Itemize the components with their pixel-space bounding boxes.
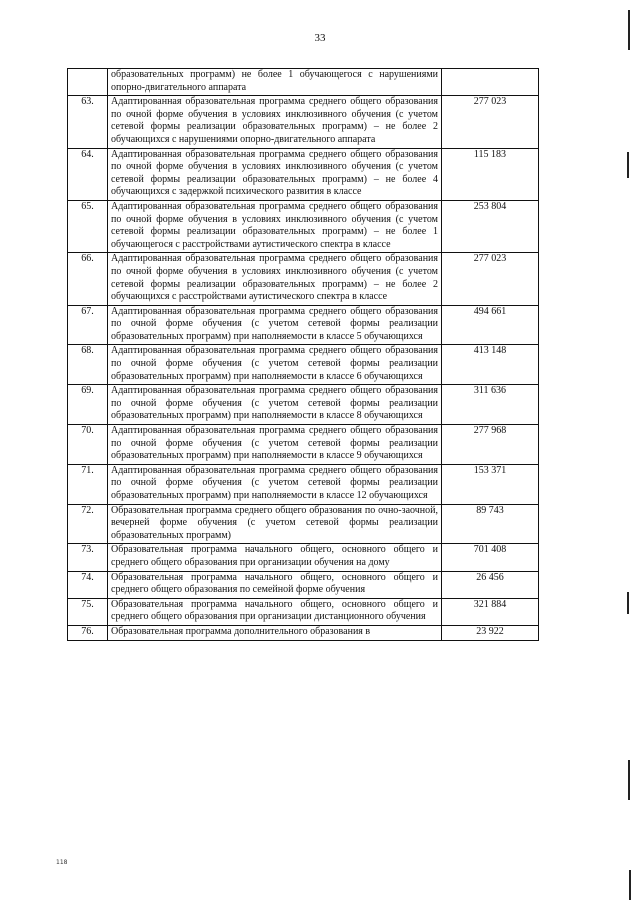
row-value: 89 743 — [442, 504, 539, 544]
row-number: 75. — [68, 598, 108, 625]
table-row — [68, 305, 539, 345]
scan-artifact — [627, 152, 629, 178]
row-number: 69. — [68, 385, 108, 425]
row-value: 277 023 — [442, 96, 539, 148]
table-row — [68, 464, 539, 504]
row-description: Адаптированная образовательная программа среднего общего образования по очной форме обучения (с учетом сетевой формы реализации образовательных программ) при наполняемости в классе 9 обучающихся — [108, 425, 442, 465]
table-row — [68, 385, 539, 425]
row-number: 65. — [68, 200, 108, 252]
table-row — [68, 69, 539, 96]
table-row — [68, 253, 539, 305]
table-row — [68, 504, 539, 544]
scan-artifact — [629, 870, 631, 900]
row-number — [68, 69, 108, 96]
table-row — [68, 625, 539, 640]
row-description: Адаптированная образовательная программа среднего общего образования по очной форме обучения (с учетом сетевой формы реализации образовательных программ) при наполняемости в классе 12 обучающихся — [108, 464, 442, 504]
table-row — [68, 544, 539, 571]
row-value: 23 922 — [442, 625, 539, 640]
row-number: 71. — [68, 464, 108, 504]
row-number: 67. — [68, 305, 108, 345]
row-number: 63. — [68, 96, 108, 148]
row-description: Адаптированная образовательная программа среднего общего образования по очной форме обучения в условиях инклюзивного обучения (с учетом сетевой формы реализации образовательных программ) – не более 1 обучающегося с расстройствами аутистического спектра в классе — [108, 200, 442, 252]
row-value: 413 148 — [442, 345, 539, 385]
row-value: 277 023 — [442, 253, 539, 305]
row-description: Адаптированная образовательная программа среднего общего образования по очной форме обучения (с учетом сетевой формы реализации образовательных программ) при наполняемости в классе 8 обучающихся — [108, 385, 442, 425]
row-value — [442, 69, 539, 96]
table-row — [68, 425, 539, 465]
table-row — [68, 345, 539, 385]
table-row — [68, 571, 539, 598]
row-description: Адаптированная образовательная программа среднего общего образования по очной форме обучения (с учетом сетевой формы реализации образовательных программ) при наполняемости в классе 5 обучающихся — [108, 305, 442, 345]
row-number: 68. — [68, 345, 108, 385]
table-body — [68, 69, 539, 641]
tariff-table — [67, 68, 539, 641]
table-row — [68, 200, 539, 252]
table-row — [68, 96, 539, 148]
table-row — [68, 148, 539, 200]
row-value: 26 456 — [442, 571, 539, 598]
footer-mark: 118 — [56, 859, 68, 866]
row-value: 701 408 — [442, 544, 539, 571]
row-description: Адаптированная образовательная программа среднего общего образования по очной форме обучения в условиях инклюзивного обучения (с учетом сетевой формы реализации образовательных программ) – не более 4 обучающихся с задержкой психического развития в классе — [108, 148, 442, 200]
scan-artifact — [628, 760, 630, 800]
row-value: 153 371 — [442, 464, 539, 504]
row-description: Образовательная программа среднего общего образования по очно-заочной, вечерней форме обучения (с учетом сетевой формы реализации образовательных программ) — [108, 504, 442, 544]
table-row — [68, 598, 539, 625]
row-description: Образовательная программа начального общего, основного общего и среднего общего образования по семейной форме обучения — [108, 571, 442, 598]
row-number: 74. — [68, 571, 108, 598]
row-value: 253 804 — [442, 200, 539, 252]
scan-artifact — [627, 592, 629, 614]
row-number: 73. — [68, 544, 108, 571]
row-number: 66. — [68, 253, 108, 305]
row-value: 311 636 — [442, 385, 539, 425]
row-number: 70. — [68, 425, 108, 465]
scan-artifact — [628, 10, 630, 50]
row-description: Образовательная программа начального общего, основного общего и среднего общего образования при организации обучения на дому — [108, 544, 442, 571]
row-description: образовательных программ) не более 1 обучающегося с нарушениями опорно-двигательного аппарата — [108, 69, 442, 96]
row-value: 494 661 — [442, 305, 539, 345]
row-number: 64. — [68, 148, 108, 200]
page-number: 33 — [314, 32, 326, 44]
row-value: 115 183 — [442, 148, 539, 200]
row-value: 321 884 — [442, 598, 539, 625]
row-description: Адаптированная образовательная программа среднего общего образования по очной форме обучения (с учетом сетевой формы реализации образовательных программ) при наполняемости в классе 6 обучающихся — [108, 345, 442, 385]
row-value: 277 968 — [442, 425, 539, 465]
row-description: Образовательная программа дополнительного образования в — [108, 625, 442, 640]
row-description: Адаптированная образовательная программа среднего общего образования по очной форме обучения в условиях инклюзивного обучения (с учетом сетевой формы реализации образовательных программ) – не более 2 обучающихся с нарушениями опорно-двигательного аппарата — [108, 96, 442, 148]
row-description: Адаптированная образовательная программа среднего общего образования по очной форме обучения в условиях инклюзивного обучения (с учетом сетевой формы реализации образовательных программ) – не более 2 обучающихся с расстройствами аутистического спектра в классе — [108, 253, 442, 305]
row-description: Образовательная программа начального общего, основного общего и среднего общего образования при организации дистанционного обучения — [108, 598, 442, 625]
row-number: 76. — [68, 625, 108, 640]
row-number: 72. — [68, 504, 108, 544]
